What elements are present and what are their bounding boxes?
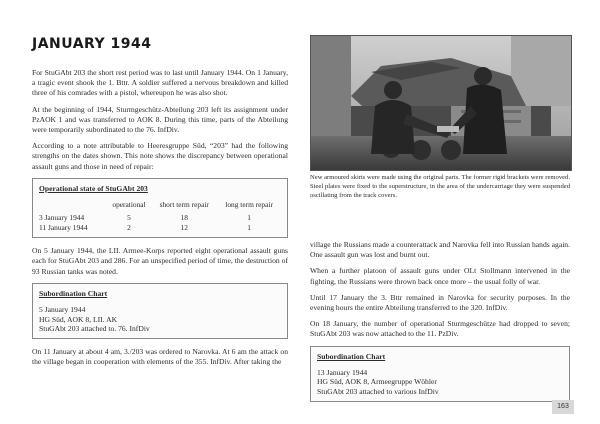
table-cell: 2 bbox=[127, 223, 131, 233]
box-line: 13 January 1944 bbox=[317, 367, 368, 377]
table-cell: 3 January 1944 bbox=[39, 213, 85, 223]
table-cell: 18 bbox=[180, 213, 188, 223]
page-number: 163 bbox=[552, 400, 574, 414]
box-line: HG Süd, AOK 8, LII. AK bbox=[39, 314, 118, 324]
paragraph: According to a note attributable to Heeresgruppe Süd, “203” had the following strengths on the dates shown. This note shows the discrepancy between operational assault guns and those in need of repair: bbox=[32, 141, 288, 171]
box-line: 5 January 1944 bbox=[39, 305, 86, 315]
table-cell: 1 bbox=[247, 223, 251, 233]
paragraph: When a further platoon of assault guns under OLt Stollmann intervened in the fighting, the Russians were thrown back once more – the usual folly of war. bbox=[310, 266, 570, 286]
paragraph: On 5 January 1944, the LII. Armee-Korps reported eight operational assault guns each for StuGAbt 203 and 286. For an unspecified period of time, the destruction of 93 Russian tanks was noted. bbox=[32, 246, 288, 276]
subordination-chart-box bbox=[310, 346, 570, 402]
box-line: StuGAbt 203 attached to. 76. InfDiv bbox=[39, 324, 150, 334]
photo-caption: New armoured skirts were made using the original parts. The former rigid brackets were removed. Steel plates were fixed to the superstructure, in the area of the undercarriage they were suspended oscillating from the track covers. bbox=[310, 174, 570, 199]
table-cell: 11 January 1944 bbox=[39, 223, 88, 233]
subordination-chart-box bbox=[32, 283, 288, 339]
right-column bbox=[310, 240, 570, 410]
paragraph: On 11 January at about 4 am, 3./203 was ordered to Narovka. At 6 am the attack on the village began in cooperation with elements of the 355. InfDiv. After taking the bbox=[32, 346, 288, 367]
box-title: Operational state of StuGAbt 203 bbox=[39, 183, 148, 193]
paragraph: At the beginning of 1944, Sturmgeschütz-Abteilung 203 left its assignment under PzAOK 1 and was transferred to AOK 8. During this time, parts of the Abteilung were temporarily subordinated to the 76. InfDiv. bbox=[32, 104, 288, 135]
box-line: HG Süd, AOK 8, Armeegruppe Wöhler bbox=[317, 377, 437, 387]
table-cell: 1 bbox=[247, 213, 251, 223]
page-title: JANUARY 1944 bbox=[32, 36, 152, 52]
box-title: Subordination Chart bbox=[317, 351, 386, 361]
table-cell: 12 bbox=[180, 223, 188, 233]
photo bbox=[310, 35, 572, 171]
left-column bbox=[32, 68, 288, 373]
operational-state-table bbox=[39, 200, 281, 233]
photo-image bbox=[311, 36, 571, 170]
table-header: long term repair bbox=[225, 200, 273, 210]
table-header: short term repair bbox=[159, 200, 209, 210]
box-title: Subordination Chart bbox=[39, 288, 108, 298]
paragraph: Until 17 January the 3. Bttr remained in Narovka for security purposes. In the evening hours the entire Abteilung transferred to the 320. InfDiv. bbox=[310, 292, 570, 313]
paragraph: village the Russians made a counterattack and Narovka fell into Russian hands again. One assault gun was lost and burnt out. bbox=[310, 240, 570, 260]
table-row bbox=[39, 223, 281, 233]
table-header bbox=[39, 200, 107, 213]
paragraph: On 18 January, the number of operational Sturmgeschütze had dropped to seven; StuGAbt 203 was now attached to the 11. PzDiv. bbox=[310, 319, 570, 339]
table-cell: 5 bbox=[127, 213, 131, 223]
paragraph: For StuGAbt 203 the short rest period was to last until January 1944. On 1 January, a tragic event shook the 1. Bttr. A soldier suffered a nervous breakdown and killed three of his comrades with a pistol, whereupon he was also shot. bbox=[32, 68, 288, 98]
operational-state-box bbox=[32, 178, 288, 238]
table-header: operational bbox=[112, 200, 146, 210]
box-line: StuGAbt 203 attached to various InfDiv bbox=[317, 387, 439, 397]
table-row bbox=[39, 213, 281, 223]
table-header-row bbox=[39, 200, 281, 213]
